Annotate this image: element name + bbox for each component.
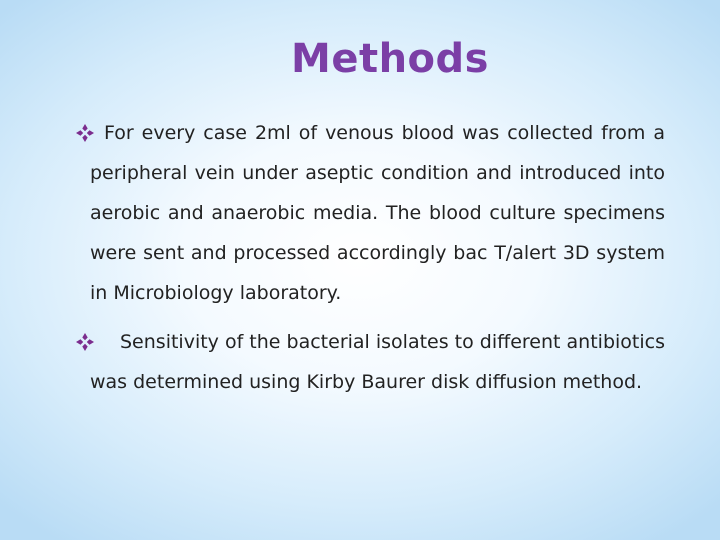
bullet-item-2: [90, 322, 665, 402]
bullet-text-1: For every case 2ml of venous blood was collected from a peripheral vein under aseptic condition and introduced into aerobic and anaerobic media. The blood culture specimens were sent and processed accordingly bac T/alert 3D system in Microbiology laboratory.: [90, 122, 665, 304]
bullet-text-2: Sensitivity of the bacterial isolates to different antibiotics was determined using Kirby Baurer disk diffusion method.: [90, 331, 665, 393]
slide-title-text: Methods: [291, 36, 489, 82]
bullet-item-1: [90, 113, 665, 313]
diamond-bullet-icon: [76, 124, 94, 142]
diamond-bullet-icon: [76, 333, 94, 351]
slide-title: [0, 36, 720, 82]
